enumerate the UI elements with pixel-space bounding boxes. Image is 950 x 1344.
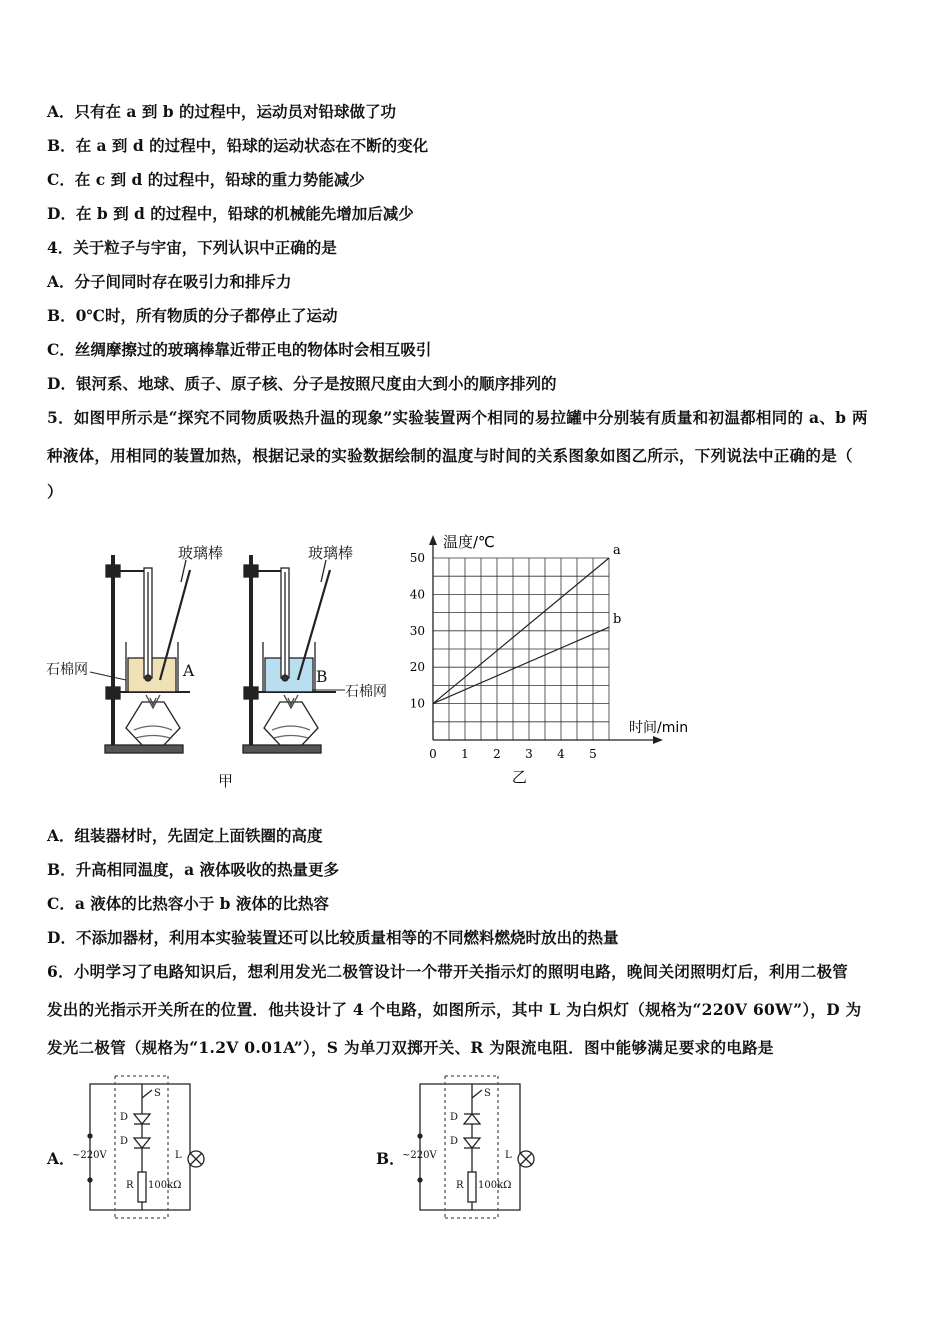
x-tick-label: 2	[493, 747, 501, 761]
q5-stem-line-3: ）	[47, 482, 63, 501]
circuit-a-option: A．	[47, 1149, 75, 1168]
q4-option-b: B．0℃时，所有物质的分子都停止了运动	[47, 306, 338, 325]
figure-jia-caption: 甲	[218, 772, 234, 790]
beaker-a-label: A	[183, 662, 195, 680]
q5-stem-line-1: 5．如图甲所示是“探究不同物质吸热升温的现象”实验装置两个相同的易拉罐中分别装有质量和初温都相同的 a、b 两	[47, 408, 868, 427]
q4-stem: 4．关于粒子与宇宙，下列认识中正确的是	[47, 238, 337, 257]
circuit-b-diagram	[400, 1070, 540, 1222]
chart-caption: 乙	[511, 768, 527, 786]
x-tick-label: 4	[557, 747, 565, 761]
q5-option-d: D．不添加器材，利用本实验装置还可以比较质量相等的不同燃料燃烧时放出的热量	[47, 928, 619, 947]
q3-option-d: D．在 b 到 d 的过程中，铅球的机械能先增加后减少	[47, 204, 414, 223]
y-tick-label: 30	[409, 623, 425, 638]
temperature-time-chart	[395, 525, 715, 795]
stand-base-1	[105, 745, 183, 753]
circuit-a-voltage: ~220V	[72, 1150, 107, 1161]
rod-label-2: 玻璃棒	[308, 544, 354, 562]
x-tick-label: 1	[461, 747, 469, 761]
x-tick-label: 0	[429, 747, 437, 761]
y-tick-label: 40	[409, 587, 425, 602]
circuit-a-diode-2: D	[120, 1136, 129, 1147]
x-axis-arrow	[653, 736, 663, 744]
circuit-b-voltage: ~220V	[402, 1150, 437, 1161]
circuit-b-resistance: 100kΩ	[478, 1180, 512, 1191]
q3-option-b: B．在 a 到 d 的过程中，铅球的运动状态在不断的变化	[47, 136, 429, 155]
series-line-b	[433, 627, 609, 703]
circuit-a-resistor: R	[126, 1180, 134, 1191]
rod-label-1: 玻璃棒	[178, 544, 224, 562]
circuit-b-diode-2: D	[450, 1136, 459, 1147]
q3-option-a: A．只有在 a 到 b 的过程中，运动员对铅球做了功	[47, 102, 396, 121]
q4-option-d: D．银河系、地球、质子、原子核、分子是按照尺度由大到小的顺序排列的	[47, 374, 557, 393]
q5-option-c: C．a 液体的比热容小于 b 液体的比热容	[47, 894, 329, 913]
y-tick-label: 20	[409, 660, 425, 675]
circuit-b-switch: S	[484, 1088, 491, 1099]
q6-stem-line-1: 6．小明学习了电路知识后，想利用发光二极管设计一个带开关指示灯的照明电路，晚间关闭照明灯后，利用二极管	[47, 962, 849, 981]
y-tick-label: 50	[409, 551, 425, 565]
circuit-a-diagram	[70, 1070, 210, 1222]
q5-stem-line-2: 种液体，用相同的装置加热，根据记录的实验数据绘制的温度与时间的关系图象如图乙所示，下列说法中正确的是（	[47, 446, 853, 465]
x-tick-label: 5	[589, 747, 597, 761]
circuit-a-resistance: 100kΩ	[148, 1180, 182, 1191]
circuit-b-option: B．	[376, 1149, 405, 1168]
x-axis-label: 时间/min	[629, 720, 689, 736]
q3-option-c: C．在 c 到 d 的过程中，铅球的重力势能减少	[47, 170, 365, 189]
y-axis-label: 温度/℃	[443, 533, 495, 551]
y-tick-label: 10	[409, 696, 425, 711]
series-label-a: a	[613, 543, 621, 558]
circuit-b-resistor: R	[456, 1180, 464, 1191]
q4-option-c: C．丝绸摩擦过的玻璃棒靠近带正电的物体时会相互吸引	[47, 340, 432, 359]
figure-jia-apparatus	[40, 530, 400, 790]
q5-option-a: A．组装器材时，先固定上面铁圈的高度	[47, 826, 323, 845]
x-tick-label: 3	[525, 747, 533, 761]
circuit-a-lamp: L	[175, 1150, 182, 1161]
gauze-label-1: 石棉网	[46, 662, 88, 678]
stand-base-2	[243, 745, 321, 753]
q4-option-a: A．分子间同时存在吸引力和排斥力	[47, 272, 292, 291]
circuit-a-diode-1: D	[120, 1112, 129, 1123]
q6-stem-line-3: 发光二极管（规格为“1.2V 0.01A”），S 为单刀双掷开关、R 为限流电阻．图中能够满足要求的电路是	[47, 1038, 774, 1057]
circuit-b-diode-1: D	[450, 1112, 459, 1123]
y-axis-arrow	[429, 535, 437, 545]
q6-stem-line-2: 发出的光指示开关所在的位置．他共设计了 4 个电路，如图所示，其中 L 为白炽灯（规格为“220V 60W”），D 为	[47, 1000, 862, 1019]
circuit-b-lamp: L	[505, 1150, 512, 1161]
circuit-a-switch: S	[154, 1088, 161, 1099]
gauze-label-2: 石棉网	[345, 684, 387, 700]
series-label-b: b	[613, 612, 622, 628]
q5-option-b: B．升高相同温度，a 液体吸收的热量更多	[47, 860, 340, 879]
beaker-b-label: B	[316, 668, 328, 686]
